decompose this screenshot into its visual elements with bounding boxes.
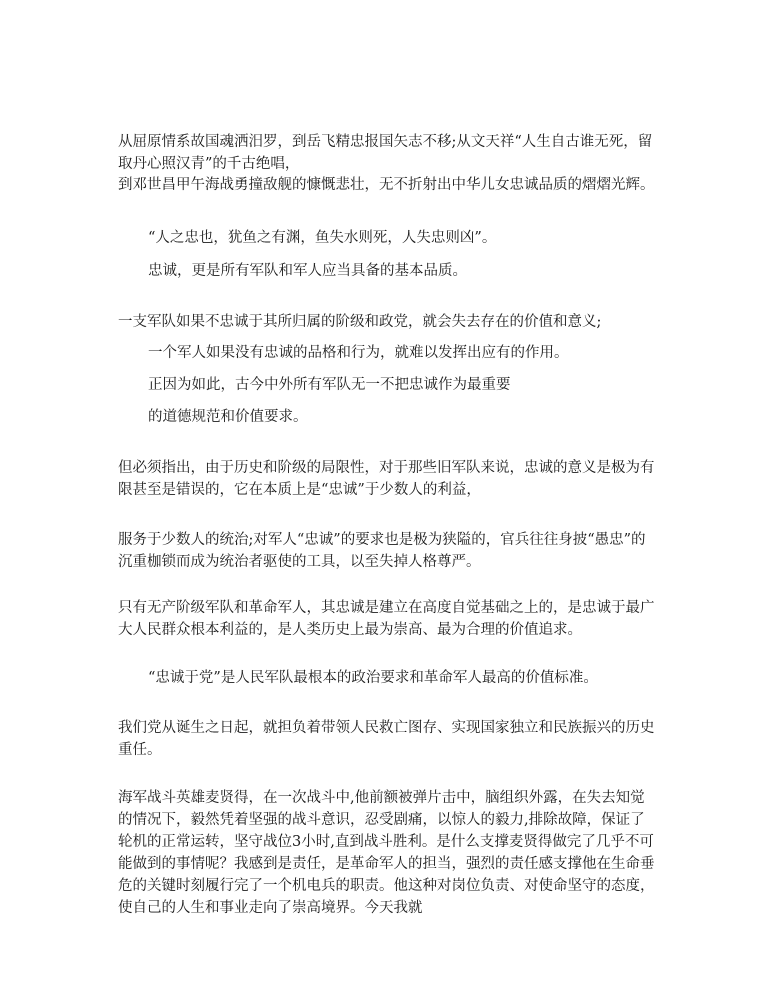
paragraph-7: 正因为如此，古今中外所有军队无一不把忠诚作为最重要 <box>148 377 511 393</box>
paragraph-4: 忠诚，更是所有军队和军人应当具备的基本品质。 <box>148 263 467 279</box>
paragraph-1: 从屈原情系故国魂洒汨罗，到岳飞精忠报国矢志不移;从文天祥“人生自古谁无死，留取丹心照汉青”的千古绝唱， <box>118 134 653 172</box>
paragraph-11: 只有无产阶级军队和革命军人，其忠诚是建立在高度自觉基础之上的，是忠诚于最广大人民群众根本利益的，是人类历史上最为崇高、最为合理的价值追求。 <box>118 600 655 638</box>
paragraph-13: 我们党从诞生之日起，就担负着带领人民救亡图存、实现国家独立和民族振兴的历史重任。 <box>118 720 655 758</box>
paragraph-8: 的道德规范和价值要求。 <box>148 409 308 425</box>
paragraph-2: 到邓世昌甲午海战勇撞敌舰的慷慨悲壮，无不折射出中华儿女忠诚品质的熠熠光辉。 <box>118 177 655 193</box>
paragraph-5: 一支军队如果不忠诚于其所归属的阶级和政党，就会失去存在的价值和意义; <box>118 314 602 330</box>
paragraph-3: “人之忠也，犹鱼之有渊，鱼失水则死，人失忠则凶”。 <box>148 230 497 246</box>
paragraph-12: “忠诚于党”是人民军队最根本的政治要求和革命军人最高的价值标准。 <box>148 670 598 686</box>
paragraph-10: 服务于少数人的统治;对军人“忠诚”的要求也是极为狭隘的，官兵往往身披“愚忠”的沉重枷锁而成为统治者驱使的工具，以至失掉人格尊严。 <box>118 532 646 570</box>
paragraph-14: 海军战斗英雄麦贤得，在一次战斗中,他前额被弹片击中，脑组织外露，在失去知觉的情况下，毅然凭着坚强的战斗意识，忍受剧痛，以惊人的毅力,排除故障，保证了轮机的正常运转，坚守战位3小时,直到战斗胜利。是什么支撑麦贤得做完了几乎不可能做到的事情呢？我感到是责任，是革命军人的担当，强烈的责任感支撑他在生命垂危的关键时刻履行完了一个机电兵的职责。他这种对岗位负责、对使命坚守的态度，使自己的人生和事业走向了崇高境界。今天我就 <box>118 790 655 916</box>
paragraph-9: 但必须指出，由于历史和阶级的局限性，对于那些旧军队来说，忠诚的意义是极为有限甚至是错误的，它在本质上是“忠诚”于少数人的利益， <box>118 460 655 498</box>
paragraph-6: 一个军人如果没有忠诚的品格和行为，就难以发挥出应有的作用。 <box>148 345 569 361</box>
